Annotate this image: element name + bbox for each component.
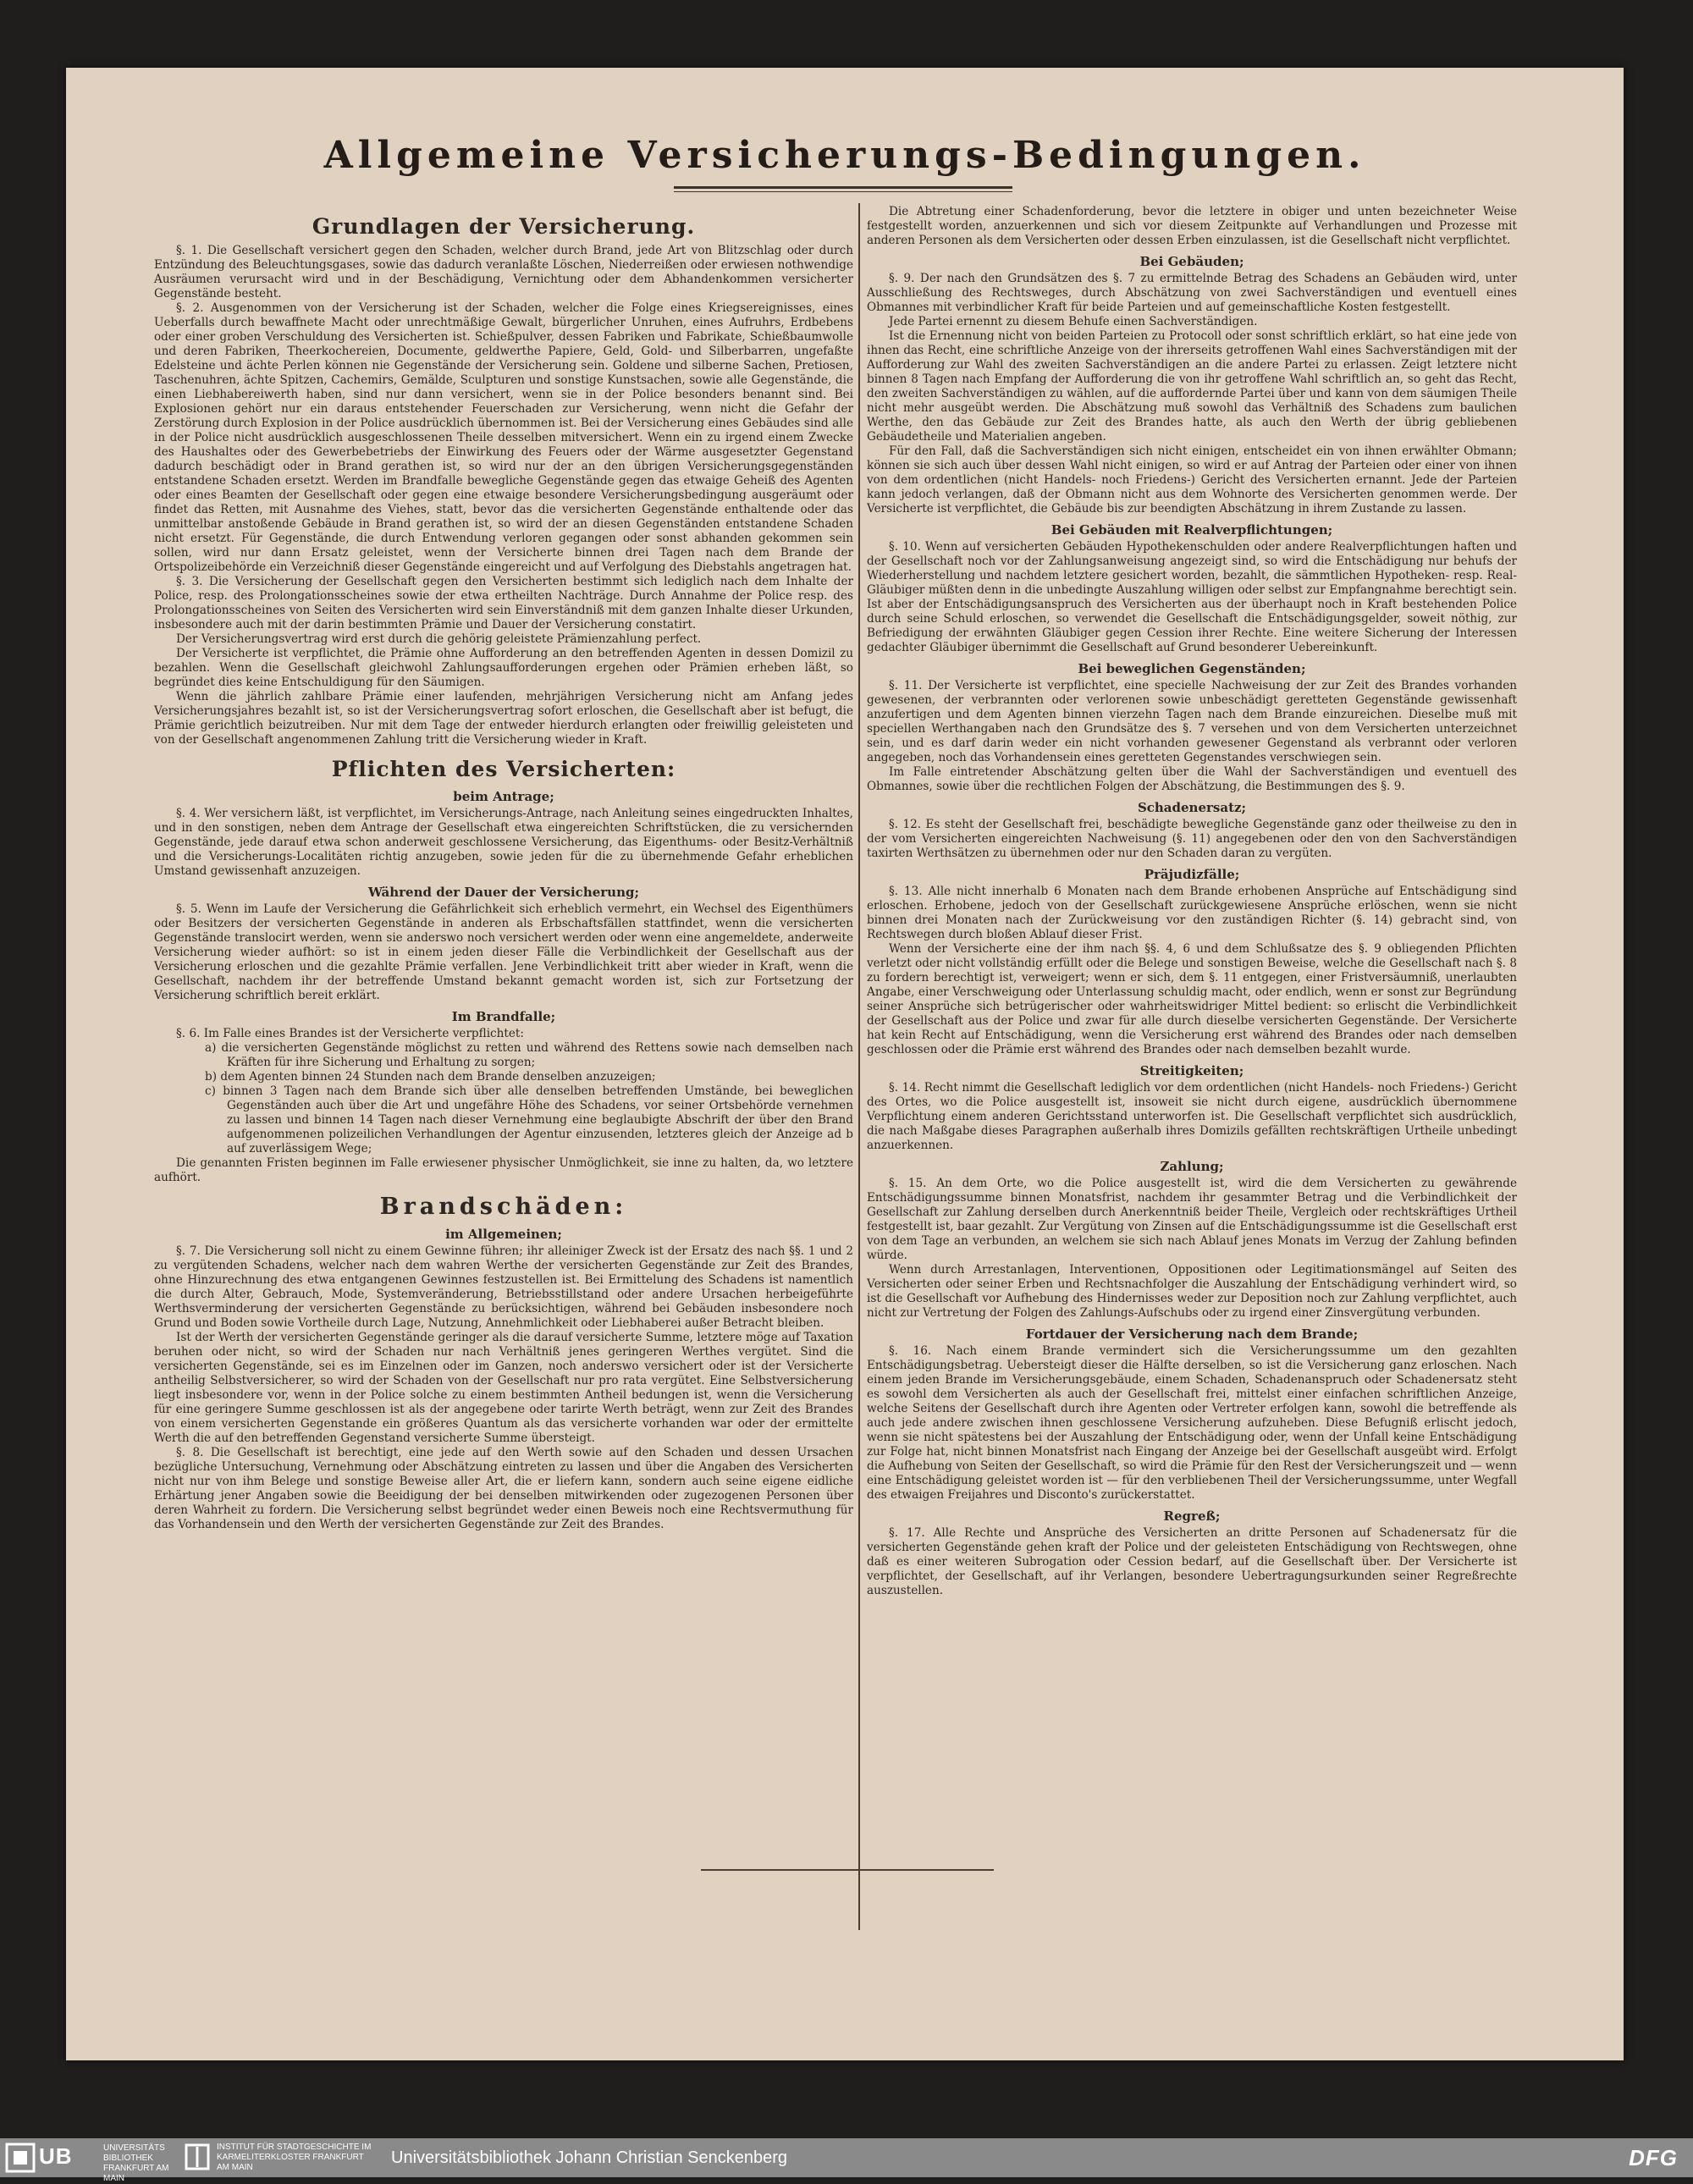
subheading-streitigkeiten: Streitigkeiten; <box>1139 1063 1244 1078</box>
subheading-beweglichen: Bei beweglichen Gegenständen; <box>1078 661 1306 676</box>
paragraph-9: §. 9. Der nach den Grundsätzen des §. 7 zu ermittelnde Betrag des Schadens an Gebäuden wird, unter Ausschließung des Rechtsweges, durch Abschätzung von zwei Sachverständigen und eventuell eines Obmannes mit verbindlicher Kraft für beide Parteien und auf gemeinschaftliche Kosten festgestellt. <box>867 272 1517 314</box>
paragraph-9d: Für den Fall, daß die Sachverständigen sich nicht einigen, entscheidet ein von ihnen erwählter Obmann; können sie sich auch über dessen Wahl nicht einigen, so wird er auf Antrag der Parteien oder einer von ihnen von dem ordentlichen (nicht Handels- noch Friedens-) Gericht des Versicherten ernannt. Jede der Parteien kann jedoch verlangen, daß der Obmann nicht aus dem Wohnorte des Versicherten genommen werde. Der Versicherte ist verpflichtet, die Gebäude bis zur beendigten Abschätzung in ihrem Zustande zu lassen. <box>867 444 1517 516</box>
ub-logo-text: UB <box>39 2143 73 2169</box>
paragraph-13b: Wenn der Versicherte eine der ihm nach §§. 4, 6 und dem Schlußsatze des §. 9 obliegenden Pflichten verletzt oder nicht vollständig erfüllt oder die Belege und sonstigen Beweise, welche die Gesellschaft nach §. 8 zu fordern berechtigt ist, verweigert; wenn er sich, dem §. 11 entgegen, einer Fristversäumniß, unerlaubten Angabe, einer Verschweigung oder Unterlassung schuldig macht, oder endlich, wenn er sonst zur Begründung seiner Ansprüche sich betrügerischer oder wahrheitswidriger Mittel bedient: so erlischt die Verbindlichkeit der Gesellschaft aus der Police und zwar für alle durch dieselbe versicherten Gegenstände. Der Versicherte hat kein Recht auf Entschädigung, wenn die Versicherung erst während des Brandes oder nach demselben geschlossen oder die Prämie erst während des Brandes oder nach demselben bezahlt wurde. <box>867 942 1517 1056</box>
subheading-schadenersatz: Schadenersatz; <box>1137 800 1247 815</box>
section-heading-pflichten: Pflichten des Versicherten: <box>331 757 676 781</box>
section-heading-brandschaeden: Brandschäden: <box>379 1194 628 1220</box>
paragraph-5: §. 5. Wenn im Laufe der Versicherung die Gefährlichkeit sich erheblich vermehrt, ein Wechsel des Eigenthümers oder Besitzers der versicherten Gegenstände in anderen als Erbschaftsfällen stattfindet, wenn die versicherten Gegenstände translocirt werden, wenn sie anderswo noch versichert werden oder wenn eine angemeldete, anderweite Versicherung wieder aufhört: so ist in einem jeden dieser Fälle die Verbindlichkeit der Gesellschaft aus der Versicherung erloschen und die gezahlte Prämie verfallen. Jene Verbindlichkeit tritt aber wieder in Kraft, wenn die Gesellschaft, nachdem ihr der betreffende Umstand bekannt gemacht worden ist, sich zur Fortsetzung der Versicherung schriftlich bereit erklärt. <box>154 902 853 1002</box>
paragraph-17: §. 17. Alle Rechte und Ansprüche des Versicherten an dritte Personen auf Schadenersatz für die versicherten Gegenstände gehen kraft der Police und der geleisteten Entschädigung von Rechtswegen, ohne daß es einer weiteren Subrogation oder Cession bedarf, auf die Gesellschaft über. Der Versicherte ist verpflichtet, der Gesellschaft, auf ihr Verlangen, besondere Uebertragungsurkunden seiner Regreßrechte auszustellen. <box>867 1526 1517 1597</box>
subheading-dauer: Während der Dauer der Versicherung; <box>367 885 640 900</box>
subheading-realverpflichtungen: Bei Gebäuden mit Realverpflichtungen; <box>1051 522 1333 538</box>
subheading-allgemeinen: im Allgemeinen; <box>445 1227 562 1242</box>
subheading-brandfalle: Im Brandfalle; <box>451 1009 556 1024</box>
list-item-a: a) die versicherten Gegenstände möglichst zu retten und während des Rettens sowie nach demselben nach Kräften für ihre Sicherung und Erhaltung zu sorgen; <box>205 1041 853 1069</box>
paragraph-9b: Jede Partei ernennt zu diesem Behufe einen Sachverständigen. <box>889 315 1258 328</box>
paragraph-6: §. 6. Im Falle eines Brandes ist der Versicherte verpflichtet: <box>176 1027 524 1040</box>
left-column <box>154 205 853 1532</box>
paragraph-3d: Wenn die jährlich zahlbare Prämie einer laufenden, mehrjährigen Versicherung nicht am Anfang jedes Versicherungsjahres bezahlt ist, so ist der Versicherungsvertrag sofort erloschen, die Gesellschaft aber ist befugt, die Prämie gerichtlich beizutreiben. Nur mit dem Tage der entweder hierdurch erlangten oder freiwillig geleisteten und von der Gesellschaft angenommenen Zahlung tritt die Versicherung wieder in Kraft. <box>154 690 853 747</box>
subheading-zahlung: Zahlung; <box>1160 1159 1224 1174</box>
institute-name: INSTITUT FÜR STADTGESCHICHTE IM KARMELITERKLOSTER FRANKFURT AM MAIN <box>217 2143 372 2172</box>
paragraph-6b: Die genannten Fristen beginnen im Falle erwiesener physischer Unmöglichkeit, sie inne zu halten, da, wo letztere aufhört. <box>154 1156 853 1184</box>
paragraph-3c: Der Versicherte ist verpflichtet, die Prämie ohne Aufforderung an den betreffenden Agenten in dessen Domizil zu bezahlen. Wenn die Gesellschaft gleichwohl Zahlungsaufforderungen ergehen oder Prämien erheben läßt, so begründet dies keine Entschuldigung für den Säumigen. <box>154 647 853 689</box>
paragraph-9c: Ist die Ernennung nicht von beiden Parteien zu Protocoll oder sonst schriftlich erklärt, so hat eine jede von ihnen das Recht, eine schriftliche Anzeige von der ihrerseits getroffenen Wahl eines Sachverständigen mit der Aufforderung zur Wahl des zweiten Sachverständigen an die andere Partei zu erlassen. Zeigt letztere nicht binnen 8 Tagen nach Empfang der Aufforderung die von ihr getroffene Wahl schriftlich an, so geht das Recht, den zweiten Sachverständigen zu wählen, auf die auffordernde Partei über und kann von dem säumigen Theile nicht mehr ausgeübt werden. Die Abschätzung muß sowohl das Verhältniß des Schadens zum baulichen Werthe, den das Gebäude zur Zeit des Brandes hatte, als auch den Werth der übrig gebliebenen Gebäudetheile und Materialien angeben. <box>867 329 1517 444</box>
subheading-regress: Regreß; <box>1163 1508 1221 1524</box>
duty-list <box>205 1041 853 1156</box>
list-item-b: b) dem Agenten binnen 24 Stunden nach dem Brande denselben anzuzeigen; <box>205 1070 656 1084</box>
paragraph-8: §. 8. Die Gesellschaft ist berechtigt, eine jede auf den Werth sowie auf den Schaden und dessen Ursachen bezügliche Untersuchung, Vernehmung oder Abschätzung eintreten zu lassen und über die Angaben des Versicherten nicht nur von ihm Belege und sonstige Beweise aller Art, die er liefern kann, sondern auch seine eigene eidliche Erhärtung jener Angaben sowie die Beeidigung der bei denselben mitwirkenden oder zugezogenen Personen über deren Wahrheit zu fordern. Die Versicherung selbst begründet weder einen Beweis noch eine Rechtsvermuthung für das Vorhandensein und den Werth der versicherten Gegenstände zur Zeit des Brandes. <box>154 1446 853 1531</box>
library-name: Universitätsbibliothek Johann Christian Senckenberg <box>391 2148 788 2167</box>
paragraph-3: §. 3. Die Versicherung der Gesellschaft gegen den Versicherten bestimmt sich lediglich nach dem Inhalte der Police, resp. des Prolongationsscheines sowie der etwa ertheilten Nachträge. Durch Annahme der Police resp. des Prolongationsscheines von Seiten des Versicherten wird sein Einverständniß mit dem ganzen Inhalte dieser Urkunden, insbesondere auch mit der darin bestimmten Prämie und Dauer der Versicherung constatirt. <box>154 575 853 631</box>
paragraph-2: §. 2. Ausgenommen von der Versicherung ist der Schaden, welcher die Folge eines Kriegsereignisses, eines Ueberfalls durch bewaffnete Macht oder unrechtmäßige Gewalt, bürgerlicher Unruhen, eines Aufruhrs, Erdbebens oder einer groben Verschuldung des Versicherten ist. Schießpulver, dessen Fabriken und Fabrikate, Schießbaumwolle und deren Fabriken, Theerkochereien, Documente, geldwerthe Papiere, Geld, Gold- und Silberbarren, ungefaßte Edelsteine und ächte Perlen können nie Gegenstände der Versicherung sein. Goldene und silberne Sachen, Pretiosen, Taschenuhren, ächte Spitzen, Cachemirs, Gemälde, Sculpturen und sonstige Kunstsachen, sowie alle Gegenstände, die einen Liebhabereiwerth haben, sind nur dann versichert, wenn sie in der Police besonders benannt sind. Bei Explosionen gehört nur ein daraus entstehender Feuerschaden zur Versicherung, wenn nicht die Gefahr der Zerstörung durch Explosion in der Police ausdrücklich übernommen ist. Bei der Versicherung eines Gebäudes sind alle in der Police nicht ausdrücklich ausgeschlossenen Theile desselben mitversichert. Wenn ein zu irgend einem Zwecke des Haushaltes oder des Gewerbebetriebs der Einwirkung des Feuers oder der Wärme ausgesetzter Gegenstand dadurch beschädigt oder in Brand gerathen ist, so wird nur der an den übrigen Versicherungsgegenständen entstandene Schaden ersetzt. Werden im Brandfalle bewegliche Gegenstände gegen das etwaige Geheiß des Agenten oder eines Beamten der Gesellschaft oder gegen eine etwaige besondere Versicherungsbedingung ausgeräumt oder findet das Retten, mit Ausnahme des Viehes, statt, bevor das die versicherten Gegenstände enthaltende oder das unmittelbar anstoßende Gebäude in Brand gerathen ist, so wird der an diesen Gegenständen entstandene Schaden nicht ersetzt. Für Gegenstände, die durch Entwendung verloren gegangen oder sonst abhanden gekommen sein sollen, wird nur dann Ersatz geleistet, wenn der Versicherte binnen drei Tagen nach dem Brande der Ortspolizeibehörde ein Verzeichniß dieser Gegenstände eingereicht und auf Verfolgung des Diebstahls angetragen hat. <box>154 301 853 574</box>
title-rule <box>674 186 1012 189</box>
title-rule-thin <box>674 191 1012 192</box>
document-page <box>66 68 1624 2060</box>
paragraph-7: §. 7. Die Versicherung soll nicht zu einem Gewinne führen; ihr alleiniger Zweck ist der Ersatz des nach §§. 1 und 2 zu vergütenden Schadens, welcher nach dem wahren Werthe der versicherten Gegenstände zur Zeit des Brandes, ohne Hinzurechnung des etwa entgangenen Gewinnes festzustellen ist. Bei Ermittelung des Schadens ist namentlich die durch Alter, Gebrauch, Mode, Systemveränderung, Betriebsstillstand oder andere Ursachen herbeigeführte Werthsverminderung der versicherten Gegenstände zu berücksichtigen, während bei Gebäuden insbesondere noch Grund und Boden sowie Vortheile durch Lage, Nutzung, Annehmlichkeit oder Liebhaberei außer Betracht bleiben. <box>154 1244 853 1330</box>
document-title: Allgemeine Versicherungs-Bedingungen. <box>323 134 1366 177</box>
paragraph-15b: Wenn durch Arrestanlagen, Interventionen, Oppositionen oder Legitimationsmängel auf Seiten des Versicherten oder seiner Erben und Rechtsnachfolger die Auszahlung der Entschädigung verhindert wird, so ist die Gesellschaft vor Aufhebung des Hindernisses weder zur Deposition noch zur Zahlung verpflichtet, auch nicht zur Vertretung der Folgen des Zahlungs-Aufschubs oder zu irgend einer Zinsvergütung verbunden. <box>867 1263 1517 1320</box>
section-heading-grundlagen: Grundlagen der Versicherung. <box>312 214 696 239</box>
bottom-rule <box>701 1869 994 1871</box>
paragraph-1: §. 1. Die Gesellschaft versichert gegen den Schaden, welcher durch Brand, jede Art von Blitzschlag oder durch Entzündung des Beleuchtungsgases, sowie das dadurch veranlaßte Löschen, Niederreißen oder erwiesen nothwendige Ausräumen verursacht wird und in der Beschädigung, Vernichtung oder dem Abhandenkommen versicherter Gegenstände besteht. <box>154 244 853 301</box>
list-item-c: c) binnen 3 Tagen nach dem Brande sich über alle denselben betreffenden Umstände, bei beweglichen Gegenständen auch über die Art und ungefähre Höhe des Schadens, vor seiner Ortsbehörde vernehmen zu lassen und binnen 14 Tagen nach dieser Vernehmung eine beglaubigte Abschrift der über den Brand aufgenommenen polizeilichen Verhandlungen der Agentur einzusenden, letzteres gleich der Anzeige ad b auf zuverlässigem Wege; <box>205 1084 853 1155</box>
paragraph-13: §. 13. Alle nicht innerhalb 6 Monaten nach dem Brande erhobenen Ansprüche auf Entschädigung sind erloschen. Erhobene, jedoch von der Gesellschaft zurückgewiesene Ansprüche erlöschen, wenn sie nicht binnen drei Monaten nach der Zurückweisung vor den zuständigen Richter (§. 14) gebracht sind, von Rechtswegen durch bloßen Ablauf dieser Frist. <box>867 885 1517 941</box>
paragraph-8b: Die Abtretung einer Schadenforderung, bevor die letztere in obiger und unten bezeichneter Weise festgestellt worden, anzuerkennen und sich vor diesem Zeitpunkte auf Verhandlungen und Prozesse mit anderen Personen als dem Versicherten oder dessen Erben einzulassen, ist die Gesellschaft nicht verpflichtet. <box>867 205 1517 247</box>
right-column <box>867 205 1517 1598</box>
subheading-fortdauer: Fortdauer der Versicherung nach dem Brande; <box>1025 1326 1359 1342</box>
dfg-logo: DFG <box>1629 2145 1678 2170</box>
paragraph-16: §. 16. Nach einem Brande vermindert sich die Versicherungssumme um den gezahlten Entschädigungsbetrag. Uebersteigt dieser die Hälfte derselben, so ist die Versicherung ganz erloschen. Nach einem jeden Brande im Versicherungsgebäude, einem Schaden, Schadenanspruch oder Schadenersatz steht es sowohl dem Versicherten als auch der Gesellschaft frei, mittelst einer einfachen schriftlichen Anzeige, welche Seitens der Gesellschaft durch ihre Agenten oder Vertreter erfolgen kann, sowohl die betreffende als auch jede andere zwischen ihnen geschlossene Versicherung aufzuheben. Diese Befugniß erlischt jedoch, wenn sie nicht spätestens bei der Auszahlung der Entschädigung oder, wenn der Unfall keine Entschädigung zur Folge hat, nicht binnen Monatsfrist nach Eingang der Anzeige bei der Gesellschaft ausgeübt wird. Erfolgt die Aufhebung von Seiten der Gesellschaft, so wird die Prämie für den Rest der Versicherungszeit und — wenn eine Entschädigung geleistet worden ist — für den verbliebenen Theil der Versicherungssumme, unter Wegfall des etwaigen Freijahres und Disconto's zurückerstattet. <box>867 1344 1517 1502</box>
paragraph-3b: Der Versicherungsvertrag wird erst durch die gehörig geleistete Prämienzahlung perfect. <box>176 632 702 646</box>
paragraph-11b: Im Falle eintretender Abschätzung gelten über die Wahl der Sachverständigen und eventuell des Obmannes, sowie über die rechtlichen Folgen der Abschätzung, die Bestimmungen des §. 9. <box>867 765 1517 793</box>
subheading-antrag: beim Antrage; <box>453 789 554 804</box>
subheading-gebaeuden: Bei Gebäuden; <box>1139 254 1244 269</box>
ub-logo-icon <box>5 2143 36 2173</box>
paragraph-12: §. 12. Es steht der Gesellschaft frei, beschädigte bewegliche Gegenstände ganz oder theilweise zu den in der vom Versicherten eingereichten Nachweisung (§. 11) angegebenen oder den von den Sachverständigen taxirten Werthsätzen zu übernehmen oder nur den Schaden daran zu vergüten. <box>867 818 1517 860</box>
paragraph-15: §. 15. An dem Orte, wo die Police ausgestellt ist, wird die dem Versicherten zu gewährende Entschädigungssumme binnen Monatsfrist, nachdem ihr gesammter Betrag und die Verbindlichkeit der Gesellschaft zur Zahlung derselben durch Anerkenntniß beider Theile, Vergleich oder rechtskräftiges Urtheil festgestellt ist, baar gezahlt. Zur Vergütung von Zinsen auf die Entschädigungssumme ist die Gesellschaft erst von dem Tage an verbunden, an welchem sie sich nach Ablauf jenes Monats im Verzug der Zahlung befinden würde. <box>867 1177 1517 1262</box>
paragraph-11: §. 11. Der Versicherte ist verpflichtet, eine specielle Nachweisung der zur Zeit des Brandes vorhanden gewesenen, der verbrannten oder verlorenen sowie unbeschädigt geretteten Gegenstände gewissenhaft anzufertigen und dem Agenten binnen vierzehn Tagen nach dem Brande einzureichen. Dieselbe muß mit speciellen Werthangaben nach den Grundsätze des §. 7 versehen und von dem Versicherten unterzeichnet sein, und es darf darin weder ein nicht vorhanden gewesener Gegenstand als verbrannt oder verloren angegeben, noch das Vorhandensein eines geretteten Gegenstandes verschwiegen sein. <box>867 679 1517 764</box>
column-divider <box>858 203 860 1930</box>
subheading-praejudiz: Präjudizfälle; <box>1144 867 1240 882</box>
paragraph-4: §. 4. Wer versichern läßt, ist verpflichtet, im Versicherungs-Antrage, nach Anleitung seines eingedruckten Inhaltes, und in den sonstigen, neben dem Antrage der Gesellschaft etwa eingereichten Schriftstücken, die zu versichernden Gegenstände, jede darauf etwa schon anderweit geschlossene Versicherung, das Eigenthums- oder Besitz-Verhältniß und die Versicherungs-Localitäten richtig anzugeben, sowie jeden für die zu übernehmende Gefahr erheblichen Umstand gewissenhaft anzuzeigen. <box>154 807 853 878</box>
institute-logo-icon <box>185 2143 210 2170</box>
paragraph-14: §. 14. Recht nimmt die Gesellschaft lediglich vor dem ordentlichen (nicht Handels- noch Friedens-) Gericht des Ortes, wo die Police ausgestellt ist, insoweit sie nicht durch eigene, ausdrücklich übernommene Verpflichtung einem anderen Gerichtsstand unterworfen ist. Die Gesellschaft verpflichtet sich ausdrücklich, die nach Maßgabe dieses Paragraphen außerhalb ihres Domizils gefällten rechtskräftigen Urtheile unbedingt anzuerkennen. <box>867 1081 1517 1152</box>
viewer-footer-bar <box>0 2138 1693 2183</box>
paragraph-10: §. 10. Wenn auf versicherten Gebäuden Hypothekenschulden oder andere Realverpflichtungen haften und der Gesellschaft noch vor der Zahlungsanweisung angezeigt sind, so wird die Entschädigung nur behufs der Wiederherstellung und nachdem letztere gesichert worden, bezahlt, die sämmtlichen Hypotheken- resp. Real-Gläubiger müßten denn in die unbedingte Auszahlung willigen oder selbst zur Empfangnahme berechtigt sein. Ist aber der Entschädigungsanspruch des Versicherten aus der überhaupt noch in Kraft bestehenden Police durch seine Schuld erloschen, so verwendet die Gesellschaft die Entschädigungsgelder, soweit nöthig, zur Befriedigung der erwähnten Gläubiger gegen Cession ihrer Rechte. Eine weitere Sicherung der Interessen gedachter Gläubiger übernimmt die Gesellschaft auf Grund besonderer Uebereinkunft. <box>867 540 1517 654</box>
ub-name: UNIVERSITÄTS BIBLIOTHEK FRANKFURT AM MAIN <box>103 2143 169 2183</box>
paragraph-7b: Ist der Werth der versicherten Gegenstände geringer als die darauf versicherte Summe, letztere möge auf Taxation beruhen oder nicht, so wird der Schaden nur nach Verhältniß jenes geringeren Werthes vergütet. Sind die versicherten Gegenstände, sei es im Einzelnen oder im Ganzen, noch anderswo versichert oder ist der Versicherte antheilig Selbstversicherer, so wird der Schaden von der Gesellschaft nur pro rata vergütet. Eine Selbstversicherung liegt insbesondere vor, wenn in der Police solche zu einem bestimmten Antheil bedungen ist, wenn die Versicherung für eine geringere Summe geschlossen ist als der angegebene oder tarirte Werth beträgt, wenn zur Zeit des Brandes von einem versicherten Gegenstande ein größeres Quantum als das versicherte vorhanden war oder der ermittelte Werth die auf den betreffenden Gegenstand versicherte Summe übersteigt. <box>154 1331 853 1445</box>
